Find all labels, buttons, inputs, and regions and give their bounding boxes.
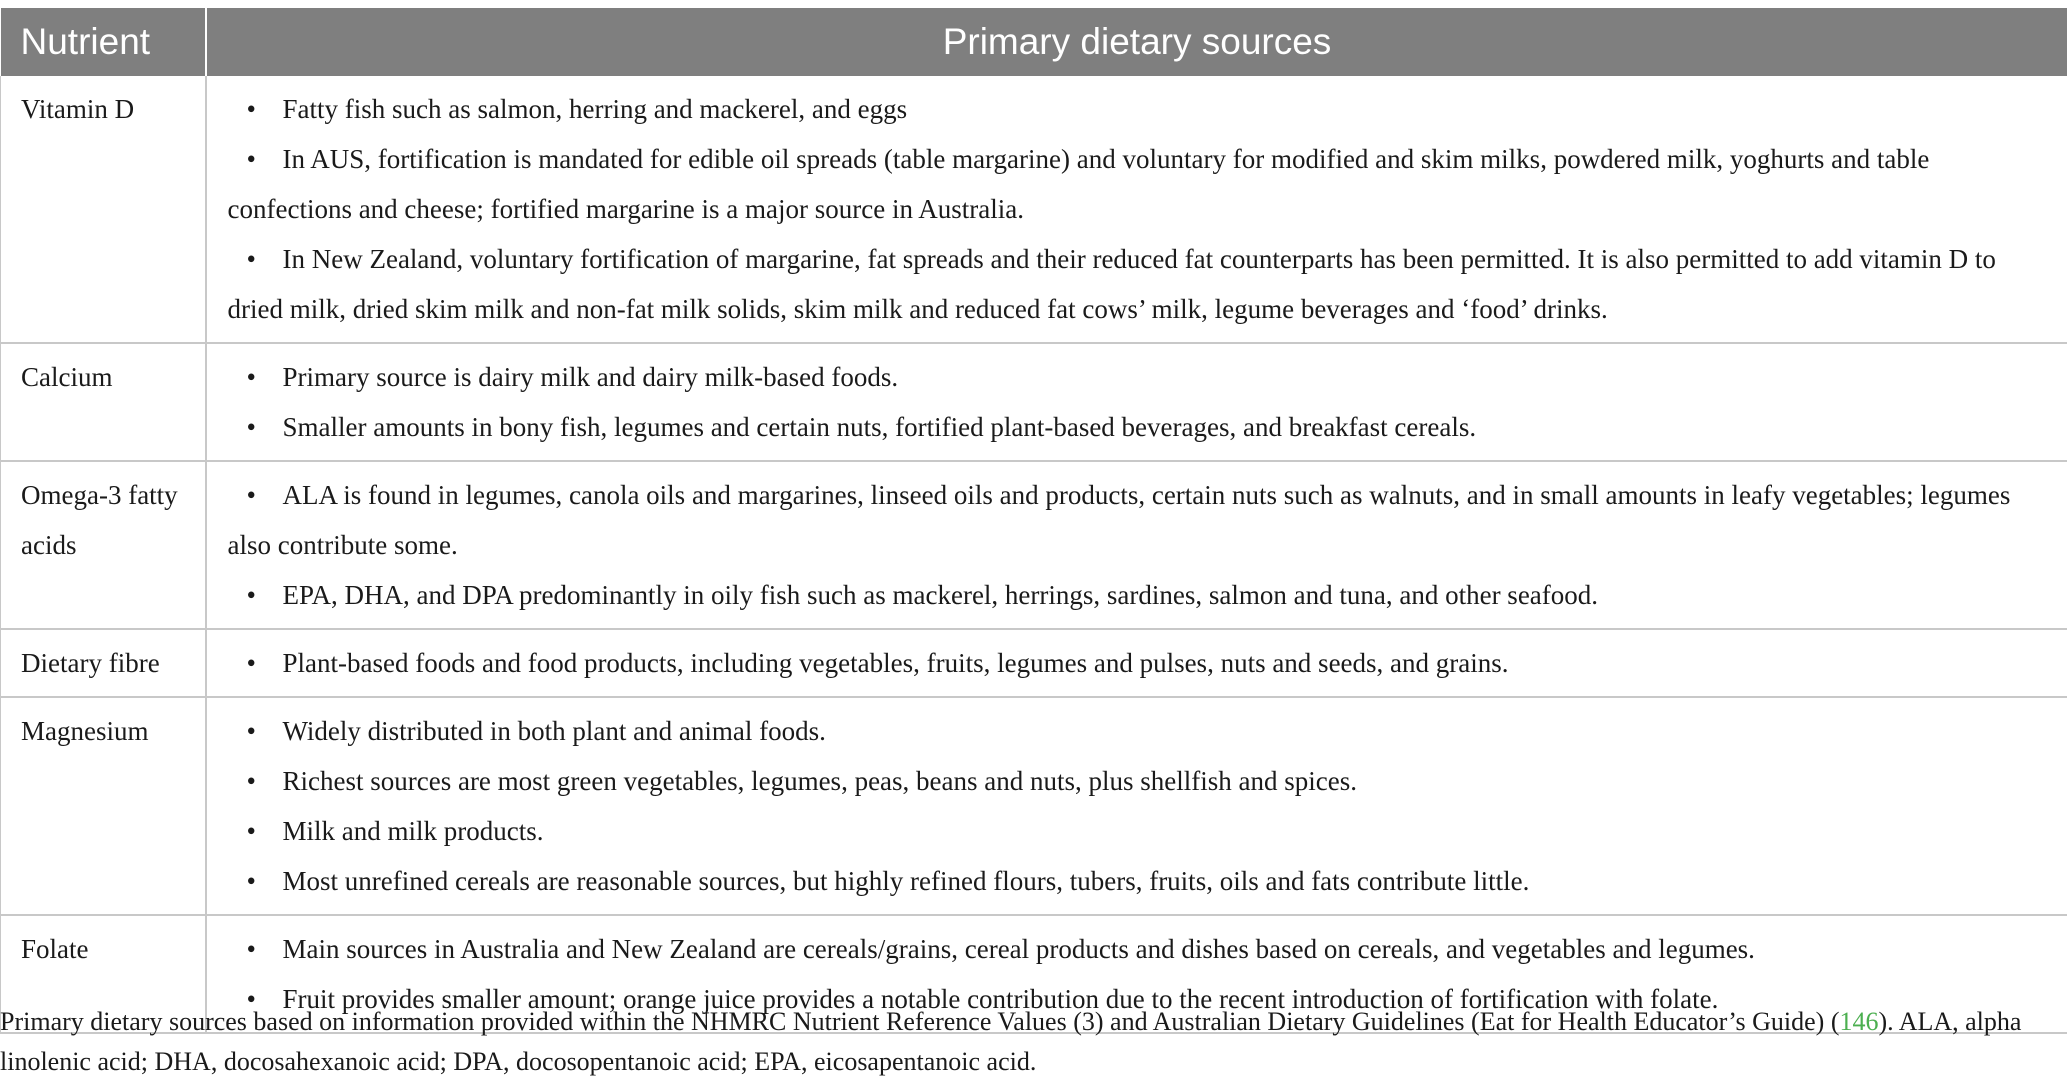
table-footnote [0,1002,2050,1082]
nutrient-cell [1,629,206,697]
sources-list [207,84,2058,334]
nutrient-cell [1,343,206,461]
source-text: Primary source is dairy milk and dairy milk-based foods. [282,362,899,392]
source-list-item [207,638,2058,688]
bullet-icon: • [246,94,256,124]
header-row [1,8,2067,76]
bullet-icon: • [246,244,256,274]
source-text: Main sources in Australia and New Zealand are cereals/grains, cereal products and dishes based on cereals, and vegetables and legumes. [282,934,1755,964]
source-text: In New Zealand, voluntary fortification of margarine, fat spreads and their reduced fat counterparts has been permitted. It is also permitted to add vitamin D to dried milk, dried skim milk and non-fat milk solids, skim milk and reduced fat cows’ milk, legume beverages and ‘food’ drinks. [227,244,1996,324]
nutrient-cell [1,76,206,343]
nutrient-sources-table [0,8,2067,1034]
source-list-item [207,924,2058,974]
footnote-reference-link[interactable]: 146 [1839,1007,1879,1036]
source-text: Fruit provides smaller amount; orange juice provides a notable contribution due to the recent introduction of fortification with folate. [282,984,1719,1014]
source-list-item [207,806,2058,856]
table-row [1,76,2067,343]
source-list-item [207,470,2058,570]
source-list-item [207,234,2058,334]
bullet-icon: • [246,362,256,392]
nutrient-name: Vitamin D [21,94,135,124]
header-nutrient: Nutrient [1,8,206,76]
source-text: Richest sources are most green vegetables, legumes, peas, beans and nuts, plus shellfish and spices. [282,766,1357,796]
bullet-icon: • [246,934,256,964]
table-row [1,461,2067,629]
footnote-text-after: ). ALA, alpha linolenic acid; DHA, docosahexanoic acid; DPA, docosopentanoic acid; EPA, eicosapentanoic acid. [0,1007,2022,1076]
sources-cell [206,76,2067,343]
source-text: ALA is found in legumes, canola oils and margarines, linseed oils and products, certain nuts such as walnuts, and in small amounts in leafy vegetables; legumes also contribute some. [227,480,2011,560]
source-list-item [207,856,2058,906]
header-primary-dietary-sources: Primary dietary sources [206,8,2067,76]
source-text: Milk and milk products. [282,816,544,846]
sources-list [207,638,2058,688]
nutrient-name: Magnesium [21,716,149,746]
nutrient-cell [1,697,206,915]
source-text: Most unrefined cereals are reasonable sources, but highly refined flours, tubers, fruits, oils and fats contribute little. [282,866,1530,896]
source-text: Widely distributed in both plant and animal foods. [282,716,826,746]
bullet-icon: • [246,480,256,510]
nutrient-cell [1,461,206,629]
bullet-icon: • [246,580,256,610]
table-row [1,629,2067,697]
table-header [1,8,2067,76]
bullet-icon: • [246,816,256,846]
bullet-icon: • [246,766,256,796]
source-list-item [207,134,2058,234]
nutrient-name: Omega-3 fatty acids [21,480,178,560]
source-text: Smaller amounts in bony fish, legumes and certain nuts, fortified plant-based beverages, and breakfast cereals. [282,412,1477,442]
sources-cell [206,343,2067,461]
source-list-item [207,352,2058,402]
sources-list [207,470,2058,620]
table-row [1,697,2067,915]
table-body [1,76,2067,1033]
source-text: Fatty fish such as salmon, herring and mackerel, and eggs [282,94,908,124]
source-text: Plant-based foods and food products, including vegetables, fruits, legumes and pulses, nuts and seeds, and grains. [282,648,1509,678]
source-list-item [207,570,2058,620]
bullet-icon: • [246,648,256,678]
sources-cell [206,697,2067,915]
table-row [1,343,2067,461]
source-list-item [207,402,2058,452]
source-text: In AUS, fortification is mandated for edible oil spreads (table margarine) and voluntary for modified and skim milks, powdered milk, yoghurts and table confections and cheese; fortified margarine is a major source in Australia. [227,144,1930,224]
bullet-icon: • [246,412,256,442]
source-list-item [207,756,2058,806]
sources-cell [206,629,2067,697]
nutrient-name: Folate [21,934,89,964]
source-list-item [207,706,2058,756]
source-list-item [207,84,2058,134]
bullet-icon: • [246,144,256,174]
source-text: EPA, DHA, and DPA predominantly in oily fish such as mackerel, herrings, sardines, salmon and tuna, and other seafood. [282,580,1599,610]
nutrient-name: Calcium [21,362,113,392]
sources-list [207,706,2058,906]
footnote-text-before: Primary dietary sources based on information provided within the NHMRC Nutrient Reference Values (3) and Australian Dietary Guidelines (Eat for Health Educator’s Guide) ( [0,1007,1840,1036]
bullet-icon: • [246,716,256,746]
nutrient-name: Dietary fibre [21,648,160,678]
sources-cell [206,461,2067,629]
sources-list [207,352,2058,452]
bullet-icon: • [246,866,256,896]
bullet-icon: • [246,984,256,1014]
